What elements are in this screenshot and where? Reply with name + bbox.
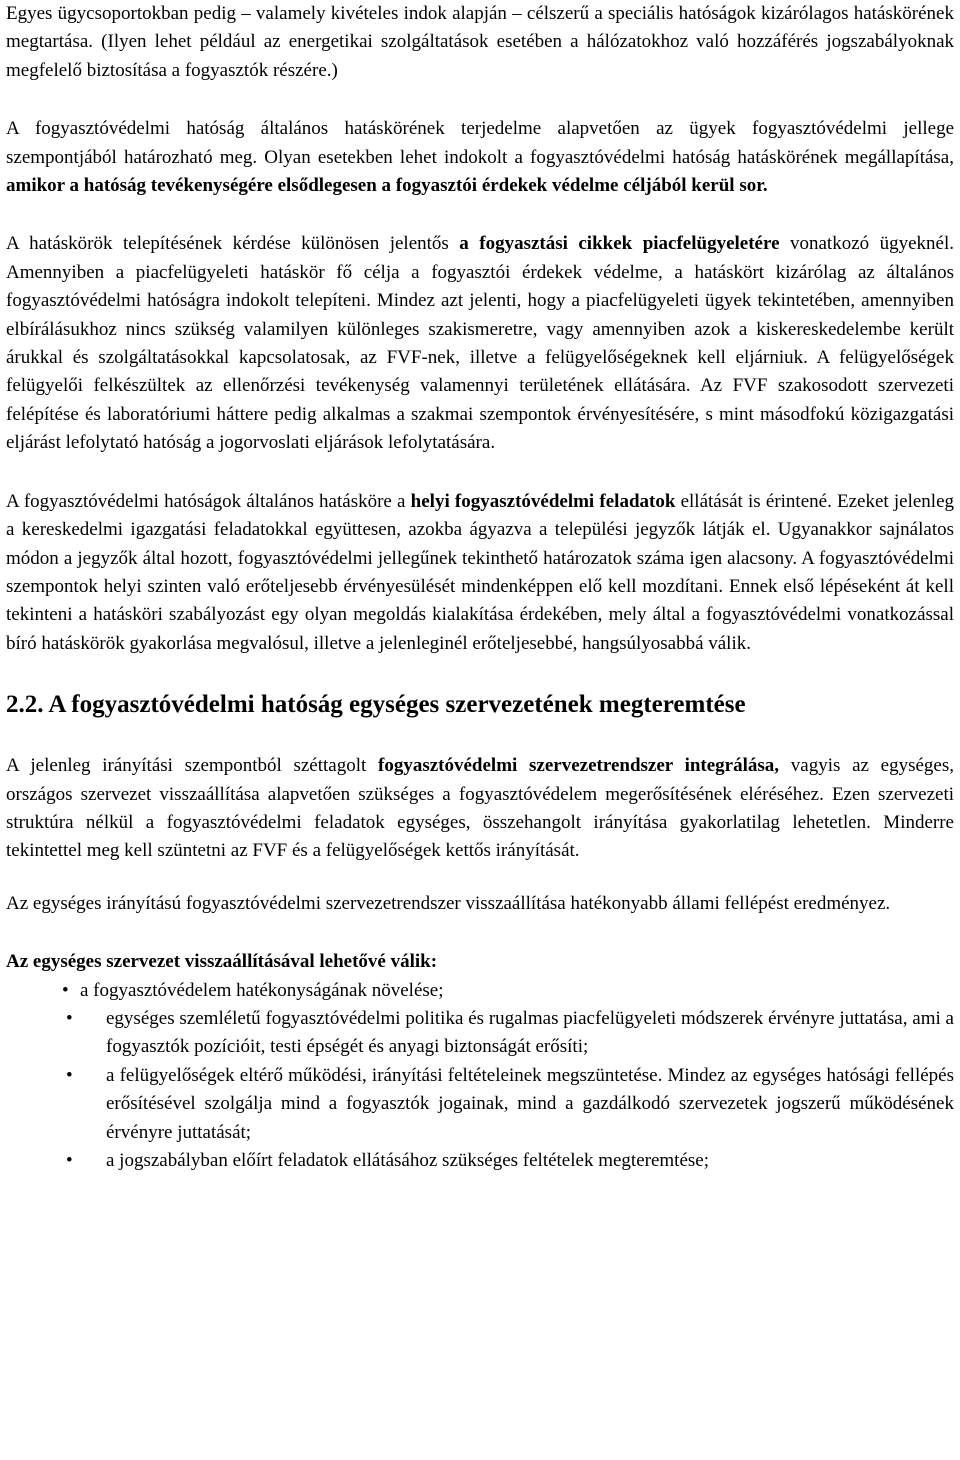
paragraph-text: Egyes ügycsoportokban pedig – valamely kivételes indok alapján – célszerű a speciális hatóságok kizárólagos hatáskörének megtartása. (Ilyen lehet például az energetikai szolgáltatások esetében a hálózatokhoz való hozzáférés jogszabályoknak megfelelő biztosítása a fogyasztók részére.) — [6, 3, 954, 81]
paragraph-text: A hatáskörök telepítésének kérdése különösen jelentős — [6, 233, 460, 255]
paragraph-state-action — [6, 890, 954, 918]
paragraph-text: A fogyasztóvédelmi hatóságok általános hatásköre a — [6, 490, 411, 512]
list-item-text: a felügyelőségek eltérő működési, irányítási feltételeinek megszüntetése. Mindez az egységes hatósági fellépés erősítésével szolgálja mind a fogyasztók jogainak, mind a gazdálkodó szervezetek jogszerű működésének érvényre juttatását; — [106, 1064, 954, 1143]
paragraph-market-surveillance — [6, 230, 954, 457]
bullet-icon: • — [62, 979, 69, 1001]
paragraph-general-competence — [6, 115, 954, 200]
section-heading: 2.2. A fogyasztóvédelmi hatóság egységes szervezetének megteremtése — [6, 691, 746, 719]
bullet-icon: • — [66, 1064, 73, 1086]
bold-text: helyi fogyasztóvédelmi feladatok — [410, 490, 676, 512]
bullet-icon: • — [66, 1150, 73, 1171]
paragraph-integration — [6, 752, 954, 866]
paragraph-text: ellátását is érintené. Ezeket jelenleg a kereskedelmi igazgatási feladatokkal együttesen, azokba ágyazva a települési jegyzők látják el. Ugyanakkor sajnálatos módon a jegyzők által hozott, fogyasztóvédelmi jellegűnek tekinthető határozatok száma igen alacsony. A fogyasztóvédelmi szempontok helyi szinten való erőteljesebb érvényesülését mindenképpen elő kell mozdítani. Ennek első lépéseként át kell tekinteni a hatásköri szabályozást egy olyan megoldás kialakítása érdekében, mely által a fogyasztóvédelmi vonatkozással bíró hatáskörök gyakorlása megvalósul, illetve a jelenleginél erőteljesebbé, hangsúlyosabbá válik. — [6, 490, 955, 654]
bold-text: Az egységes szervezet visszaállításával lehetővé válik: — [6, 951, 438, 973]
list-item — [6, 1147, 954, 1175]
paragraph-text: A fogyasztóvédelmi hatóság általános hatáskörének terjedelme alapvetően az ügyek fogyasztóvédelmi jellege szempontjából határozható meg. Olyan esetekben lehet indokolt a fogyasztóvédelmi hatóság hatáskörének megállapítása, — [6, 118, 954, 168]
paragraph-text: vonatkozó ügyeknél. Amennyiben a piacfelügyeleti hatáskör fő célja a fogyasztói érdekek védelme, a hatáskört kizárólag az általános fogyasztóvédelmi hatóságra indokolt telepíteni. Mindez azt jelenti, hogy a piacfelügyeleti ügyek tekintetében, amennyiben elbírálásukhoz nincs szükség valamilyen különleges szakismeretre, vagy amennyiben azok a kiskereskedelembe került árukkal és szolgáltatásokkal kapcsolatosak, az FVF-nek, illetve a felügyelőségeknek kell eljárniuk. A felügyelőségek felügyelői felkészültek az ellenőrzési tevékenység valamennyi területének ellátására. Az FVF szakosodott szervezeti felépítése és laboratóriumi háttere pedig alkalmas a szakmai szempontok érvényesítésére, s mint másodfokú közigazgatási eljárást lefolytató hatóság a jogorvoslati eljárások lefolytatására. — [6, 233, 954, 454]
paragraph-special-authorities — [6, 0, 954, 85]
bold-text: amikor a hatóság tevékenységére elsődlegesen a fogyasztói érdekek védelme céljából kerül sor. — [6, 175, 768, 197]
bullet-icon: • — [66, 1007, 73, 1029]
list-item-text: a jogszabályban előírt feladatok ellátásához szükséges feltételek megteremtése; — [106, 1150, 709, 1171]
paragraph-text: A jelenleg irányítási szempontból széttagolt — [6, 755, 379, 777]
paragraph-text: Az egységes irányítású fogyasztóvédelmi szervezetrendszer visszaállítása hatékonyabb állami fellépést eredményez. — [6, 892, 891, 914]
benefits-list — [6, 977, 954, 1176]
bold-text: a fogyasztási cikkek piacfelügyeletére — [459, 233, 780, 255]
list-item — [6, 1005, 954, 1062]
paragraph-text: vagyis az egységes, országos szervezet visszaállítása alapvetően szükséges a fogyasztóvédelem megerősítésének eléréséhez. Ezen szervezeti struktúra nélkül a fogyasztóvédelmi feladatok egységes, összehangolt irányítása gyakorlatilag lehetetlen. Minderre tekintettel meg kell szüntetni az FVF és a felügyelőségek kettős irányítását. — [6, 755, 955, 862]
list-item-text: a fogyasztóvédelem hatékonyságának növelése; — [80, 979, 444, 1001]
paragraph-local-tasks — [6, 488, 954, 658]
list-item — [6, 977, 954, 1005]
bold-text: fogyasztóvédelmi szervezetrendszer integrálása, — [378, 755, 780, 777]
list-title — [6, 948, 954, 976]
list-item — [6, 1062, 954, 1147]
list-item-text: egységes szemléletű fogyasztóvédelmi politika és rugalmas piacfelügyeleti módszerek érvényre juttatása, ami a fogyasztók pozícióit, testi épségét és anyagi biztonságát erősíti; — [106, 1007, 954, 1058]
